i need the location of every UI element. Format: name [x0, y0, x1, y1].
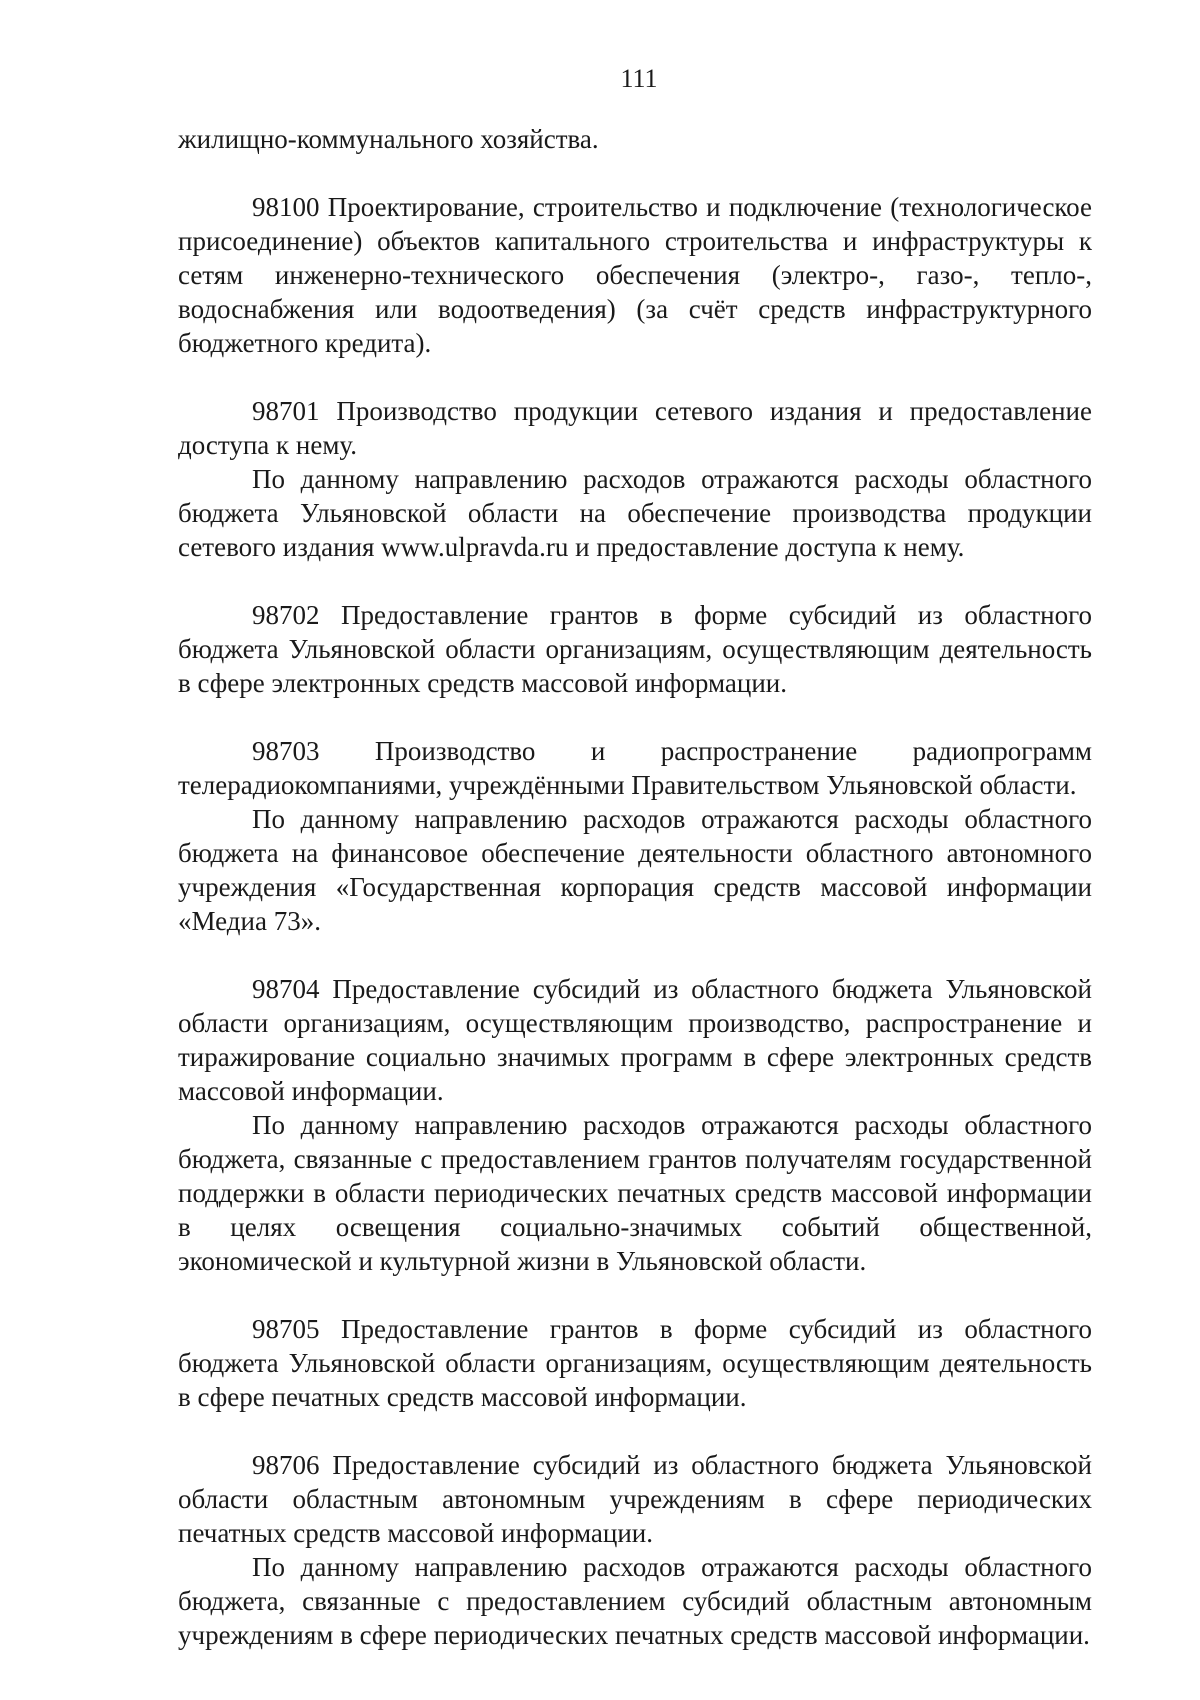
- document-body: [178, 122, 1092, 1652]
- paragraph-98701: 98701 Производство продукции сетевого издания и предоставление доступа к нему.: [178, 396, 1092, 460]
- paragraph-98704-description: По данному направлению расходов отражаются расходы областного бюджета, связанные с предоставлением грантов получателям государственной поддержки в области периодических печатных средств массовой информации в целях освещения социально-значимых событий общественной, экономической и культурной жизни в Ульяновской области.: [178, 1110, 1092, 1276]
- paragraph-98706: 98706 Предоставление субсидий из областного бюджета Ульяновской области областным автономным учреждениям в сфере периодических печатных средств массовой информации.: [178, 1450, 1092, 1548]
- paragraph-98701-description: По данному направлению расходов отражаются расходы областного бюджета Ульяновской области на обеспечение производства продукции сетевого издания www.ulpravda.ru и предоставление доступа к нему.: [178, 464, 1092, 562]
- paragraph-98702: 98702 Предоставление грантов в форме субсидий из областного бюджета Ульяновской области организациям, осуществляющим деятельность в сфере электронных средств массовой информации.: [178, 600, 1092, 698]
- paragraph-98703: 98703 Производство и распространение радиопрограмм телерадиокомпаниями, учреждёнными Правительством Ульяновской области.: [178, 736, 1092, 800]
- paragraph-98706-description: По данному направлению расходов отражаются расходы областного бюджета, связанные с предоставлением субсидий областным автономным учреждениям в сфере периодических печатных средств массовой информации.: [178, 1552, 1092, 1650]
- paragraph-98100: 98100 Проектирование, строительство и подключение (технологическое присоединение) объектов капитального строительства и инфраструктуры к сетям инженерно-технического обеспечения (электро-, газо-, тепло-, водоснабжения или водоотведения) (за счёт средств инфраструктурного бюджетного кредита).: [178, 192, 1092, 358]
- paragraph-98704: 98704 Предоставление субсидий из областного бюджета Ульяновской области организациям, осуществляющим производство, распространение и тиражирование социально значимых программ в сфере электронных средств массовой информации.: [178, 974, 1092, 1106]
- paragraph-98705: 98705 Предоставление грантов в форме субсидий из областного бюджета Ульяновской области организациям, осуществляющим деятельность в сфере печатных средств массовой информации.: [178, 1314, 1092, 1412]
- paragraph-98703-description: По данному направлению расходов отражаются расходы областного бюджета на финансовое обеспечение деятельности областного автономного учреждения «Государственная корпорация средств массовой информации «Медиа 73».: [178, 804, 1092, 936]
- paragraph-continuation: жилищно-коммунального хозяйства.: [178, 124, 599, 154]
- page-number: 111: [620, 64, 658, 93]
